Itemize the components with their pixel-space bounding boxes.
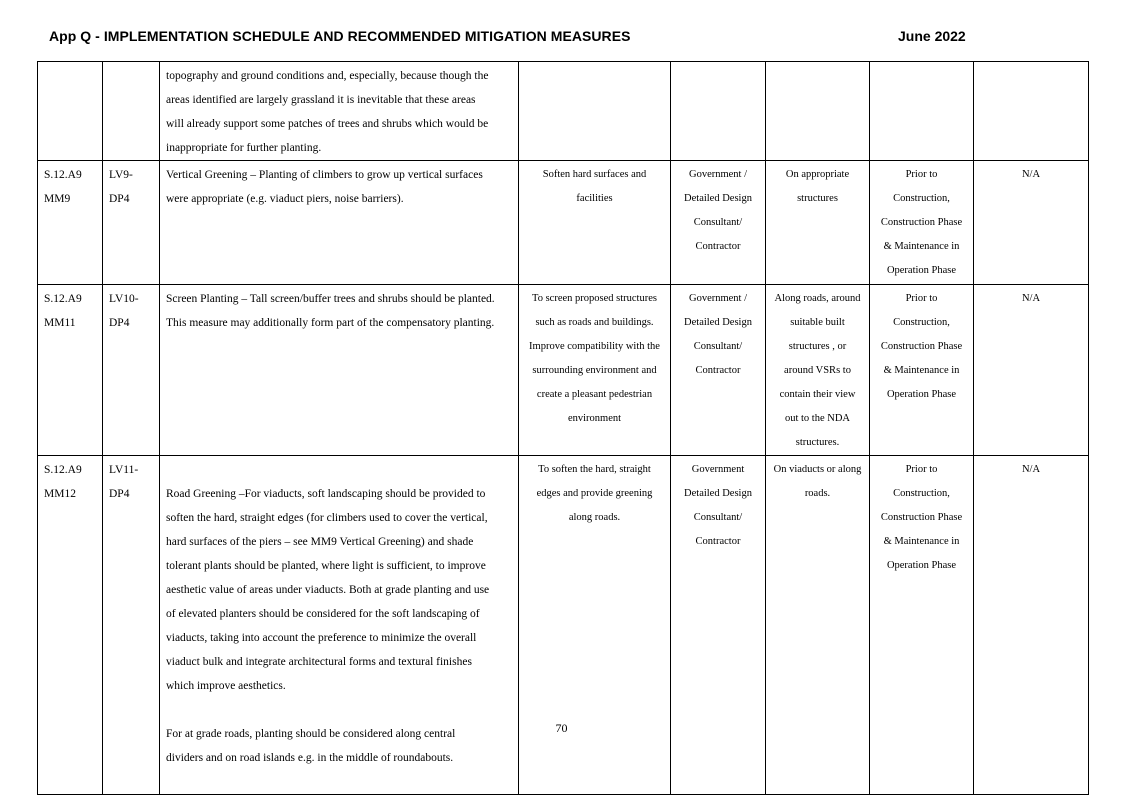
description-paragraph: Vertical Greening – Planting of climbers to grow up vertical surfaces were appropriate (e.g. viaduct piers, noise barriers). [166, 169, 483, 205]
requirements-cell: N/A [974, 161, 1089, 285]
table-row [38, 161, 1089, 285]
description-cell [160, 62, 519, 161]
requirements-cell: N/A [974, 456, 1089, 795]
document-title: App Q - IMPLEMENTATION SCHEDULE AND RECOMMENDED MITIGATION MEASURES [49, 28, 631, 44]
ref-cell [38, 62, 103, 161]
document-date: June 2022 [898, 28, 966, 44]
description-paragraph: topography and ground conditions and, especially, because though the areas identified are largely grassland it is inevitable that these areas will already support some patches of trees and shrubs which would be inappropriate for further planting. [166, 70, 489, 154]
agent-cell: Government / Detailed Design Consultant/ Contractor [671, 161, 766, 285]
table-row [38, 285, 1089, 456]
table-row [38, 62, 1089, 161]
description-cell [160, 161, 519, 285]
timing-cell [870, 62, 974, 161]
code-cell [103, 62, 160, 161]
agent-cell: Government Detailed Design Consultant/ Contractor [671, 456, 766, 795]
objective-cell: To soften the hard, straight edges and provide greening along roads. [519, 456, 671, 795]
location-cell: Along roads, around suitable built structures , or around VSRs to contain their view out to the NDA structures. [766, 285, 870, 456]
timing-cell: Prior to Construction, Construction Phase & Maintenance in Operation Phase [870, 161, 974, 285]
description-cell [160, 285, 519, 456]
implementation-schedule-table [37, 61, 1089, 795]
description-cell [160, 456, 519, 795]
ref-cell: S.12.A9 MM9 [38, 161, 103, 285]
code-cell: LV10- DP4 [103, 285, 160, 456]
timing-cell: Prior to Construction, Construction Phase & Maintenance in Operation Phase [870, 456, 974, 795]
requirements-cell: N/A [974, 285, 1089, 456]
ref-cell: S.12.A9 MM12 [38, 456, 103, 795]
code-cell: LV11- DP4 [103, 456, 160, 795]
code-cell: LV9- DP4 [103, 161, 160, 285]
agent-cell: Government / Detailed Design Consultant/ Contractor [671, 285, 766, 456]
objective-cell [519, 62, 671, 161]
table-row [38, 456, 1089, 795]
requirements-cell [974, 62, 1089, 161]
location-cell: On appropriate structures [766, 161, 870, 285]
description-paragraph: For at grade roads, planting should be considered along central dividers and on road islands e.g. in the middle of roundabouts. [166, 728, 456, 764]
ref-cell: S.12.A9 MM11 [38, 285, 103, 456]
location-cell: On viaducts or along roads. [766, 456, 870, 795]
description-paragraph: Road Greening –For viaducts, soft landscaping should be provided to soften the hard, straight edges (for climbers used to cover the vertical, hard surfaces of the piers – see MM9 Vertical Greening) and shade tolerant plants should be planted, where light is sufficient, to improve aesthetic value of areas under viaducts. Both at grade planting and use of elevated planters should be considered for the soft landscaping of viaducts, taking into account the preference to minimize the overall viaduct bulk and integrate architectural forms and textural finishes which improve aesthetics. [166, 488, 490, 692]
description-paragraph: Screen Planting – Tall screen/buffer trees and shrubs should be planted. This measure may additionally form part of the compensatory planting. [166, 293, 495, 329]
objective-cell: To screen proposed structures such as roads and buildings. Improve compatibility with the surrounding environment and create a pleasant pedestrian environment [519, 285, 671, 456]
location-cell [766, 62, 870, 161]
timing-cell: Prior to Construction, Construction Phase & Maintenance in Operation Phase [870, 285, 974, 456]
agent-cell [671, 62, 766, 161]
objective-cell: Soften hard surfaces and facilities [519, 161, 671, 285]
page-number: 70 [555, 721, 568, 735]
